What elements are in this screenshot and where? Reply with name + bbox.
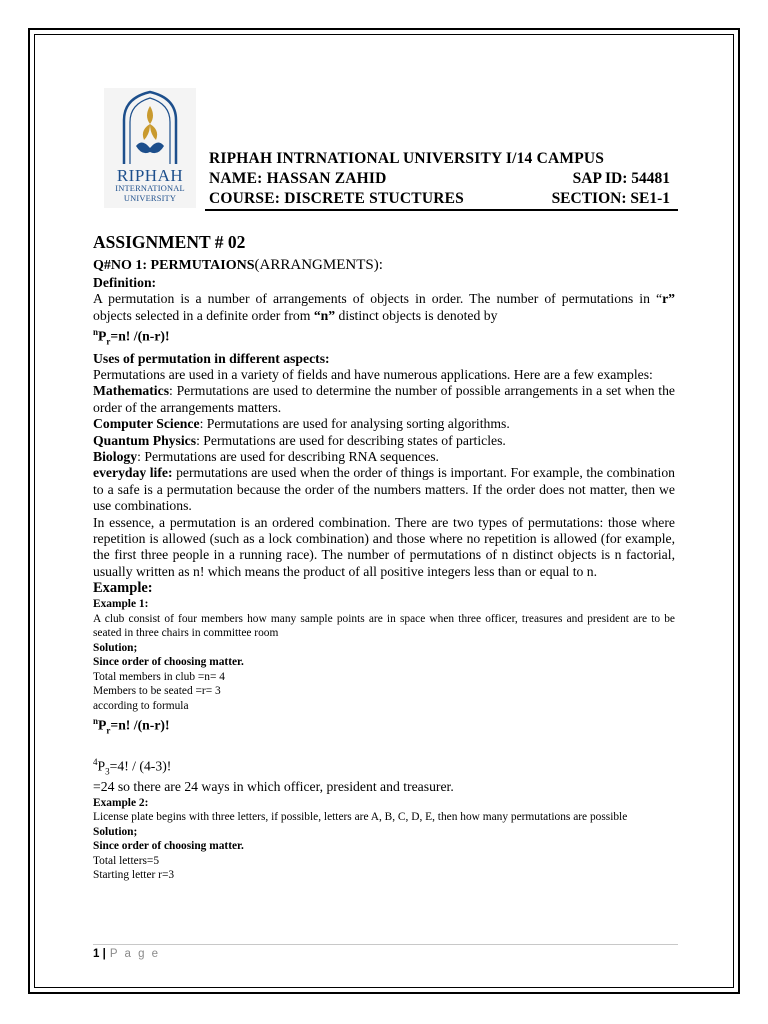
use-text: permutations are used when the order of things is important. For example, the combination to a safe is a permutation because the order of the numbers matters. If the order does not matter, then we use combinations. bbox=[93, 465, 676, 514]
page-footer bbox=[93, 948, 160, 960]
definition-n-term: “n” bbox=[313, 307, 336, 323]
riphah-emblem-icon bbox=[118, 90, 182, 166]
use-text: : Permutations are used for analysing sorting algorithms. bbox=[199, 416, 510, 432]
sap-id: SAP ID: 54481 bbox=[572, 170, 670, 187]
footer-separator: | bbox=[102, 948, 106, 960]
header-divider bbox=[205, 209, 678, 211]
example-1-line-1: Total members in club =n= 4 bbox=[93, 670, 225, 683]
footer-divider bbox=[93, 944, 678, 945]
example-1-title: Example 1: bbox=[93, 598, 149, 611]
page-label: P a g e bbox=[109, 948, 161, 960]
formula-p: P bbox=[98, 328, 107, 344]
example-1-line-3: according to formula bbox=[93, 699, 189, 712]
example-2-problem: License plate begins with three letters, if possible, letters are A, B, C, D, E, then how many permutations are possible bbox=[93, 811, 628, 824]
formula-rest: =n! /(n-r)! bbox=[110, 717, 170, 733]
example-1-result: =24 so there are 24 ways in which officer, president and treasurer. bbox=[93, 779, 454, 795]
formula-sub: r bbox=[106, 725, 111, 736]
logo-text-international: INTERNATIONAL bbox=[115, 184, 185, 193]
course-name: COURSE: DISCRETE STUCTURES bbox=[209, 190, 464, 207]
calc-p: P bbox=[97, 758, 106, 774]
document-body bbox=[93, 232, 675, 883]
university-logo bbox=[104, 88, 196, 208]
permutation-formula bbox=[93, 324, 675, 350]
use-term: Mathematics bbox=[93, 383, 170, 399]
logo-text-riphah: RIPHAH bbox=[116, 166, 184, 185]
definition-text-3: distinct objects is denoted by bbox=[335, 307, 498, 323]
question-sublabel: (ARRANGMENTS): bbox=[254, 257, 383, 273]
formula-sup: n bbox=[93, 716, 99, 727]
definition-heading: Definition: bbox=[93, 275, 157, 290]
calc-rest: =4! / (4-3)! bbox=[109, 758, 172, 774]
use-text: : Permutations are used for describing RNA sequences. bbox=[137, 448, 439, 464]
use-term: everyday life: bbox=[93, 465, 173, 481]
example-1-formula bbox=[93, 713, 675, 739]
question-label: Q#NO 1: PERMUTAIONS bbox=[93, 258, 255, 273]
use-item-computer-science bbox=[93, 416, 675, 432]
example-1-line-2: Members to be seated =r= 3 bbox=[93, 685, 221, 698]
examples-heading: Example: bbox=[93, 580, 153, 597]
formula-rest: =n! /(n-r)! bbox=[110, 328, 170, 344]
use-item-everyday-life bbox=[93, 465, 675, 514]
calc-sup: 4 bbox=[93, 756, 98, 767]
logo-text-university: UNIVERSITY bbox=[123, 194, 177, 203]
definition-text-2: objects selected in a definite order from bbox=[93, 307, 314, 323]
example-1-since: Since order of choosing matter. bbox=[93, 656, 244, 669]
uses-heading: Uses of permutation in different aspects: bbox=[93, 350, 330, 366]
formula-sup: n bbox=[93, 327, 99, 338]
university-name: RIPHAH INTRNATIONAL UNIVERSITY I/14 CAMPUS bbox=[209, 150, 605, 167]
example-2-since: Since order of choosing matter. bbox=[93, 840, 244, 853]
use-term: Biology bbox=[93, 448, 138, 464]
example-2-title: Example 2: bbox=[93, 796, 149, 809]
definition-text-1: A permutation is a number of arrangements of objects in order. The number of permutations in “ bbox=[93, 291, 663, 307]
use-text: : Permutations are used for describing states of particles. bbox=[196, 432, 506, 448]
use-item-mathematics bbox=[93, 383, 675, 416]
formula-sub: r bbox=[106, 336, 111, 347]
question-heading bbox=[93, 256, 675, 275]
essence-paragraph: In essence, a permutation is an ordered combination. There are two types of permutations: those where repetition is allowed (such as a lock combination) and those where no repetition is allowed (for example, the first three people in a running race). The number of permutations of n distinct objects is n factorial, usually written as n! which means the product of all positive integers less than or equal to n. bbox=[93, 514, 675, 579]
example-2-line-2: Starting letter r=3 bbox=[93, 869, 175, 882]
uses-intro: Permutations are used in a variety of fields and have numerous applications. Here are a few examples: bbox=[93, 366, 653, 382]
use-term: Computer Science bbox=[93, 416, 200, 432]
use-item-biology bbox=[93, 449, 675, 465]
definition-r-term: r” bbox=[662, 291, 675, 307]
example-2-solution: Solution; bbox=[93, 825, 138, 838]
example-2-line-1: Total letters=5 bbox=[93, 854, 160, 867]
definition-text bbox=[93, 291, 675, 324]
example-1-problem: A club consist of four members how many sample points are in space when three officer, treasures and president are to be seated in three chairs in committee room bbox=[93, 612, 675, 640]
use-text: : Permutations are used to determine the number of possible arrangements in a set when the order of the arrangements matters. bbox=[93, 383, 675, 415]
assignment-title: ASSIGNMENT # 02 bbox=[93, 232, 246, 252]
formula-p: P bbox=[98, 717, 107, 733]
student-name: NAME: HASSAN ZAHID bbox=[209, 170, 387, 187]
example-1-calculation bbox=[93, 754, 675, 780]
use-term: Quantum Physics bbox=[93, 432, 197, 448]
section: SECTION: SE1-1 bbox=[551, 190, 670, 207]
example-1-solution: Solution; bbox=[93, 641, 138, 654]
page-number: 1 bbox=[93, 948, 100, 960]
calc-sub: 3 bbox=[105, 765, 110, 776]
use-item-quantum-physics bbox=[93, 433, 675, 449]
